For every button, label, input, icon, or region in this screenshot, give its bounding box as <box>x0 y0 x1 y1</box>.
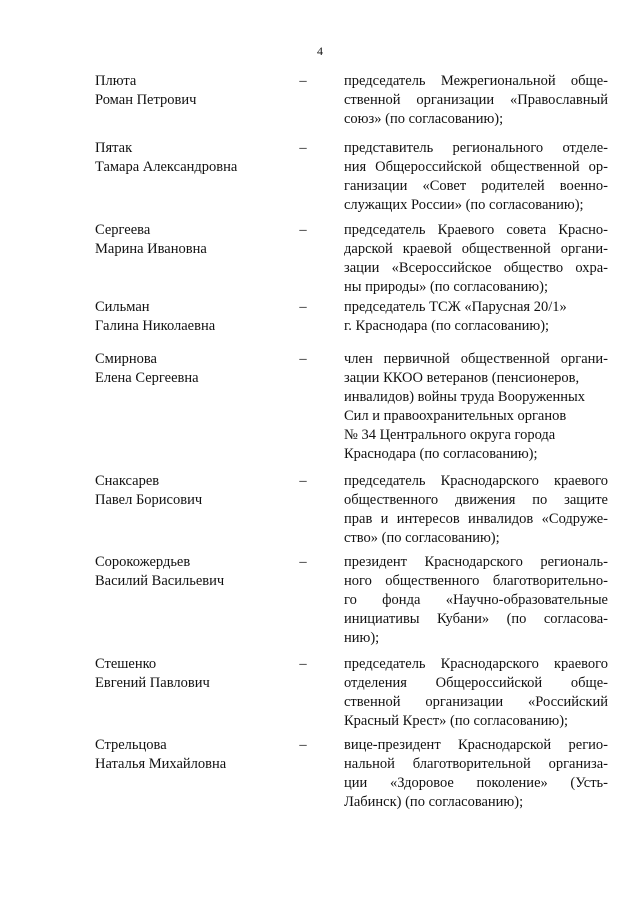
person-name <box>95 221 295 259</box>
surname: Плюта <box>95 73 137 89</box>
position-description <box>344 298 608 336</box>
description-line: председатель Краевого совета Красно- <box>344 222 608 238</box>
surname: Смирнова <box>95 351 157 367</box>
given-name: Роман Петрович <box>95 92 197 108</box>
given-name: Елена Сергеевна <box>95 370 199 386</box>
description-line: служащих России» (по согласованию); <box>344 197 584 213</box>
dash-separator: – <box>299 737 307 753</box>
given-name: Марина Ивановна <box>95 241 207 257</box>
description-line: ственной организации «Православный <box>344 92 608 108</box>
person-name <box>95 655 295 693</box>
description-line: председатель Межрегиональной обще- <box>344 73 608 89</box>
dash-separator: – <box>299 222 307 238</box>
description-line: вице-президент Краснодарской регио- <box>344 737 608 753</box>
description-line: председатель Краснодарского краевого <box>344 473 608 489</box>
given-name: Павел Борисович <box>95 492 203 508</box>
description-line: нальной благотворительной организа- <box>344 756 608 772</box>
description-line: ственной организации «Российский <box>344 694 608 710</box>
description-line: г. Краснодара (по согласованию); <box>344 318 550 334</box>
description-line: № 34 Центрального округа города <box>344 427 556 443</box>
description-line: Краснодара (по согласованию); <box>344 446 538 462</box>
person-name <box>95 298 295 336</box>
description-line: прав и интересов инвалидов «Содруже- <box>344 511 608 527</box>
surname: Сильман <box>95 299 150 315</box>
given-name: Тамара Александровна <box>95 159 238 175</box>
description-line: отделения Общероссийской обще- <box>344 675 608 691</box>
dash-separator: – <box>299 656 307 672</box>
position-description <box>344 472 608 548</box>
surname: Стрельцова <box>95 737 167 753</box>
description-line: председатель Краснодарского краевого <box>344 656 608 672</box>
dash-separator: – <box>299 473 307 489</box>
person-name <box>95 472 295 510</box>
description-line: союз» (по согласованию); <box>344 111 504 127</box>
description-line: член первичной общественной органи- <box>344 351 608 367</box>
description-line: Лабинск) (по согласованию); <box>344 794 524 810</box>
person-name <box>95 350 295 388</box>
surname: Сергеева <box>95 222 151 238</box>
description-line: ного общественного благотворительно- <box>344 573 608 589</box>
given-name: Евгений Павлович <box>95 675 210 691</box>
description-line: го фонда «Научно-образовательные <box>344 592 608 608</box>
dash-separator: – <box>299 351 307 367</box>
surname: Стешенко <box>95 656 157 672</box>
description-line: Сил и правоохранительных органов <box>344 408 567 424</box>
description-line: председатель ТСЖ «Парусная 20/1» <box>344 299 567 315</box>
description-line: зации ККОО ветеранов (пенсионеров, <box>344 370 580 386</box>
description-line: представитель регионального отделе- <box>344 140 608 156</box>
position-description <box>344 350 608 464</box>
description-line: Красный Крест» (по согласованию); <box>344 713 569 729</box>
description-line: инвалидов) войны труда Вооруженных <box>344 389 585 405</box>
dash-separator: – <box>299 73 307 89</box>
person-name <box>95 553 295 591</box>
person-name <box>95 72 295 110</box>
description-line: зации «Всероссийское общество охра- <box>344 260 608 276</box>
surname: Сорокожердьев <box>95 554 191 570</box>
description-line: президент Краснодарского региональ- <box>344 554 608 570</box>
dash-separator: – <box>299 554 307 570</box>
surname: Снаксарев <box>95 473 160 489</box>
position-description <box>344 139 608 215</box>
description-line: ния Общероссийской общественной ор- <box>344 159 608 175</box>
description-line: общественного движения по защите <box>344 492 608 508</box>
page-number: 4 <box>317 44 323 58</box>
description-line: дарской краевой общественной органи- <box>344 241 608 257</box>
dash-separator: – <box>299 299 307 315</box>
description-line: инициативы Кубани» (по согласова- <box>344 611 608 627</box>
person-name <box>95 736 295 774</box>
description-line: ны природы» (по согласованию); <box>344 279 548 295</box>
dash-separator: – <box>299 140 307 156</box>
person-name <box>95 139 295 177</box>
position-description <box>344 736 608 812</box>
position-description <box>344 72 608 129</box>
description-line: ганизации «Совет родителей военно- <box>344 178 608 194</box>
position-description <box>344 655 608 731</box>
given-name: Галина Николаевна <box>95 318 216 334</box>
position-description <box>344 553 608 648</box>
description-line: нию); <box>344 630 380 646</box>
description-line: ство» (по согласованию); <box>344 530 500 546</box>
given-name: Василий Васильевич <box>95 573 225 589</box>
description-line: ции «Здоровое поколение» (Усть- <box>344 775 608 791</box>
surname: Пятак <box>95 140 133 156</box>
position-description <box>344 221 608 297</box>
given-name: Наталья Михайловна <box>95 756 227 772</box>
